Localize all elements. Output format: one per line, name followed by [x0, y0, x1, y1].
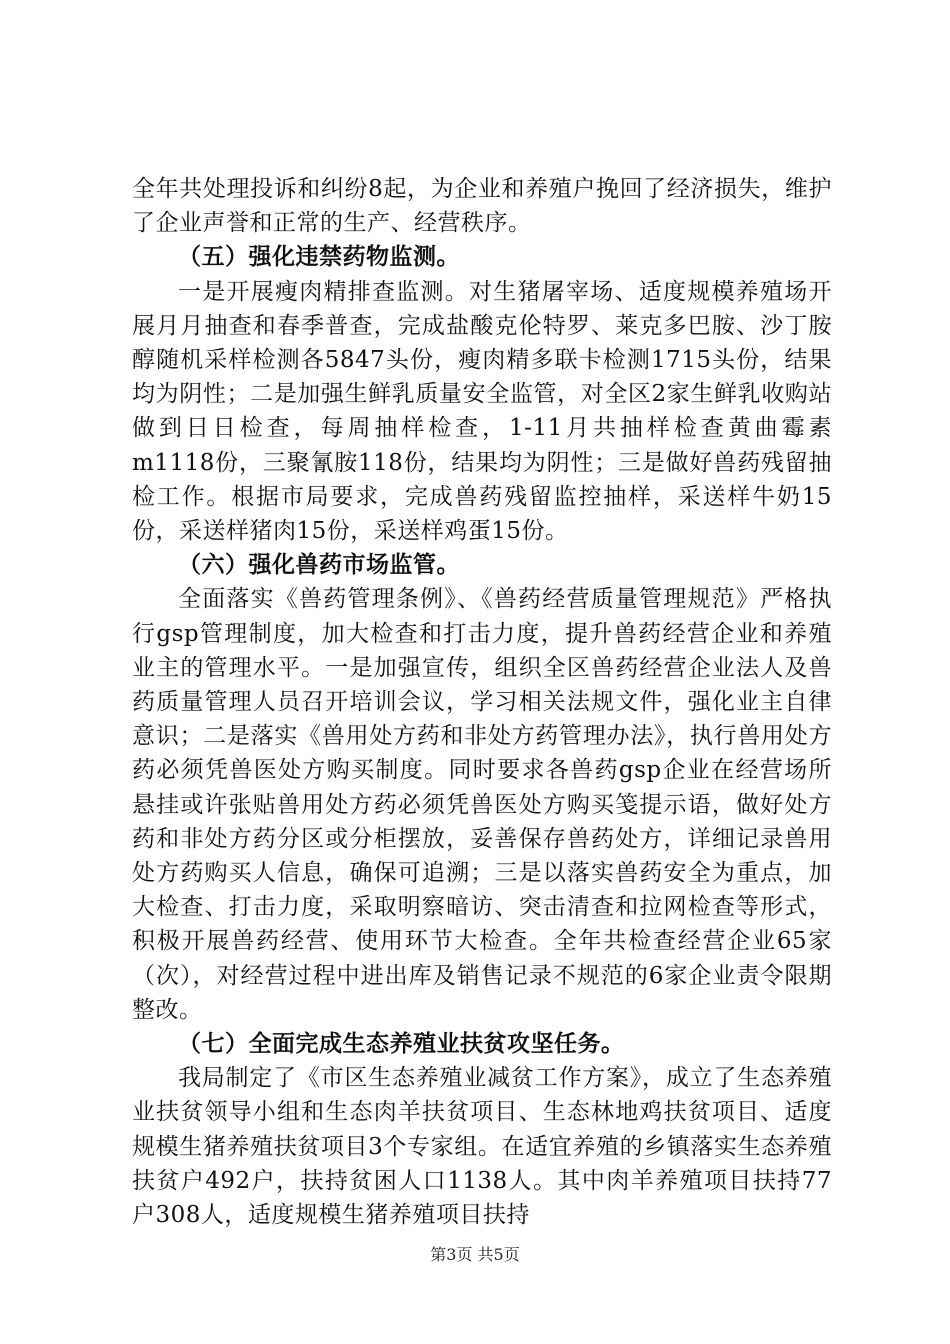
- paragraph-poverty-alleviation: 我局制定了《市区生态养殖业减贫工作方案》，成立了生态养殖业扶贫领导小组和生态肉羊扶贫项目、生态林地鸡扶贫项目、适度规模生猪养殖扶贫项目3个专家组。在适宜养殖的乡镇落实生态养殖扶贫户492户，扶持贫困人口1138人。其中肉羊养殖项目扶持77户308人，适度规模生猪养殖项目扶持: [132, 1065, 832, 1229]
- paragraph-market-supervision: 全面落实《兽药管理条例》、《兽药经营质量管理规范》严格执行gsp管理制度，加大检查和打击力度，提升兽药经营企业和养殖业主的管理水平。一是加强宣传，组织全区兽药经营企业法人及兽药质量管理人员召开培训会议，学习相关法规文件，强化业主自律意识；二是落实《兽用处方药和非处方药管理办法》，执行兽用处方药必须凭兽医处方购买制度。同时要求各兽药gsp企业在经营场所悬挂或许张贴兽用处方药必须凭兽医处方购买笺提示语，做好处方药和非处方药分区或分柜摆放，妥善保存兽药处方，详细记录兽用处方药购买人信息，确保可追溯；三是以落实兽药安全为重点，加大检查、打击力度，采取明察暗访、突击清查和拉网检查等形式，积极开展兽药经营、使用环节大检查。全年共检查经营企业65家（次），对经营过程中进出库及销售记录不规范的6家企业责令限期整改。: [132, 586, 832, 1023]
- section-heading-6: （六）强化兽药市场监管。: [178, 552, 460, 579]
- paragraph-drug-monitoring: 一是开展瘦肉精排查监测。对生猪屠宰场、适度规模养殖场开展月月抽查和春季普查，完成盐酸克伦特罗、莱克多巴胺、沙丁胺醇随机采样检测各5847头份，瘦肉精多联卡检测1715头份，结果均为阴性；二是加强生鲜乳质量安全监管，对全区2家生鲜乳收购站做到日日检查，每周抽样检查，1-11月共抽样检查黄曲霉素m1118份，三聚氰胺118份，结果均为阴性；三是做好兽药残留抽检工作。根据市局要求，完成兽药残留监控抽样，采送样牛奶15份，采送样猪肉15份，采送样鸡蛋15份。: [132, 278, 832, 545]
- paragraph-complaints: 全年共处理投诉和纠纷8起，为企业和养殖户挽回了经济损失，维护了企业声誉和正常的生产、经营秩序。: [132, 176, 832, 237]
- document-body: [132, 172, 832, 1232]
- page-number-footer: 第3页 共5页: [430, 1245, 520, 1264]
- section-heading-5: （五）强化违禁药物监测。: [178, 244, 460, 271]
- section-heading-7: （七）全面完成生态养殖业扶贫攻坚任务。: [178, 1031, 625, 1058]
